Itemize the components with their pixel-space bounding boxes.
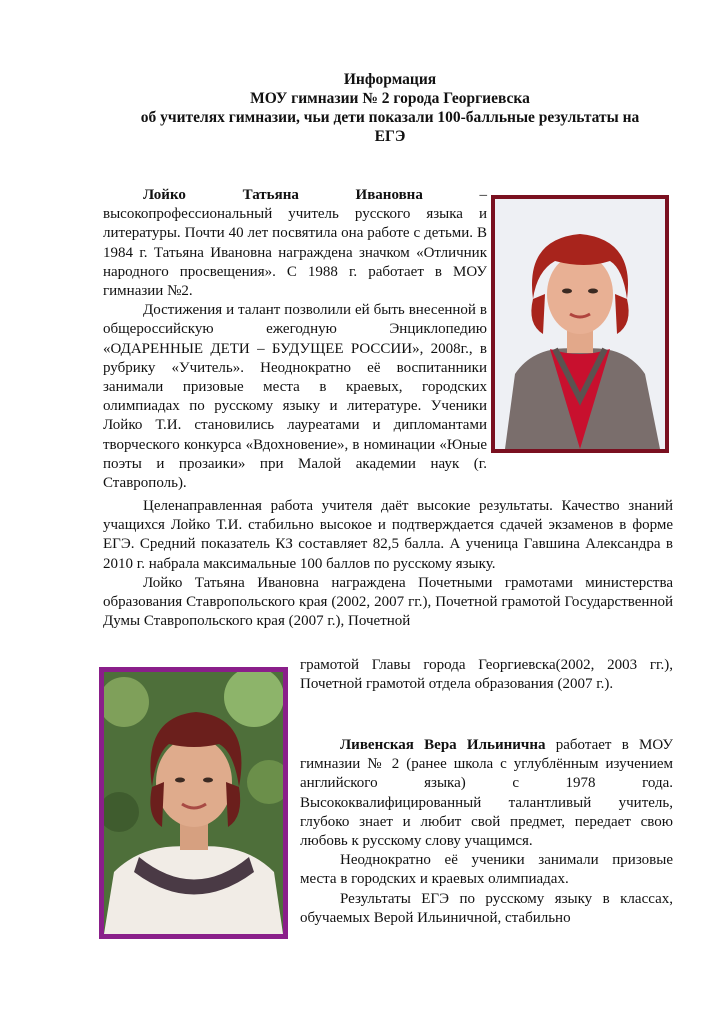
teacher1-section-top xyxy=(103,186,487,493)
teacher1-awards-continued xyxy=(300,656,673,694)
teacher2-photo xyxy=(99,667,288,939)
teacher1-intro-paragraph xyxy=(103,186,487,301)
teacher1-name: Лойко Татьяна Ивановна xyxy=(143,187,423,203)
teacher1-awards-paragraph-end: грамотой Главы города Георгиевска(2002, 2003 гг.), Почетной грамотой отдела образования (2007 г.). xyxy=(300,657,673,693)
teacher2-portrait-image xyxy=(104,672,283,934)
document-title xyxy=(90,70,690,146)
title-line-1: Информация xyxy=(343,71,437,88)
title-line-3: об учителях гимназии, чьи дети показали 100-балльные результаты на xyxy=(140,109,640,126)
teacher1-photo xyxy=(491,195,669,453)
title-line-2: МОУ гимназии № 2 города Георгиевска xyxy=(250,90,530,107)
teacher1-portrait-image xyxy=(495,199,665,449)
teacher1-section-bottom xyxy=(103,497,673,631)
teacher1-achievements-paragraph: Достижения и талант позволили ей быть внесенной в общероссийскую ежегодную Энциклопедию «ОДАРЕННЫЕ ДЕТИ – БУДУЩЕЕ РОССИИ», 2008г., в рубрику «Учитель». Неоднократно её воспитанники занимали призовые места в краевых, городских олимпиадах по русскому языку и литературе. Ученики Лойко Т.И. становились лауреатами и дипломантами творческого конкурса «Вдохновение», в номинации «Юные поэты и прозаики» при Малой академии наук (г. Ставрополь). xyxy=(103,302,487,492)
teacher1-awards-paragraph-start: Лойко Татьяна Ивановна награждена Почетными грамотами министерства образования Ставропольского края (2002, 2007 гг.), Почетной грамотой Государственной Думы Ставропольского края (2007 г.), Почетной xyxy=(103,574,673,630)
teacher2-intro-paragraph xyxy=(300,736,673,851)
teacher2-intro-text: работает в МОУ гимназии № 2 (ранее школа с углублённым изучением английского языка) с 1978 года. Высококвалифицированный талантливый учитель, глубоко знает и любит свой предмет, передает свою любовь к русскому слову учащимся. xyxy=(300,737,673,850)
teacher2-section xyxy=(300,736,673,928)
teacher2-name: Ливенская Вера Ильинична xyxy=(340,737,546,753)
teacher2-olympiad-paragraph: Неоднократно её ученики занимали призовые места в городских и краевых олимпиадах. xyxy=(300,852,673,888)
teacher1-intro-text: – высокопрофессиональный учитель русского языка и литературы. Почти 40 лет посвятила она работе с детьми. В 1984 г. Татьяна Ивановна награждена значком «Отличник народного просвещения». С 1988 г. работает в МОУ гимназии №2. xyxy=(103,187,487,300)
teacher1-results-paragraph: Целенаправленная работа учителя даёт высокие результаты. Качество знаний учащихся Лойко Т.И. стабильно высокое и подтверждается сдачей экзаменов в форме ЕГЭ. Средний показатель КЗ составляет 82,5 балла. А ученица Гавшина Александра в 2010 г. набрала максимальные 100 баллов по русскому языку. xyxy=(103,498,673,572)
teacher2-results-paragraph: Результаты ЕГЭ по русскому языку в классах, обучаемых Верой Ильиничной, стабильно xyxy=(300,890,673,926)
title-line-4: ЕГЭ xyxy=(374,128,406,145)
